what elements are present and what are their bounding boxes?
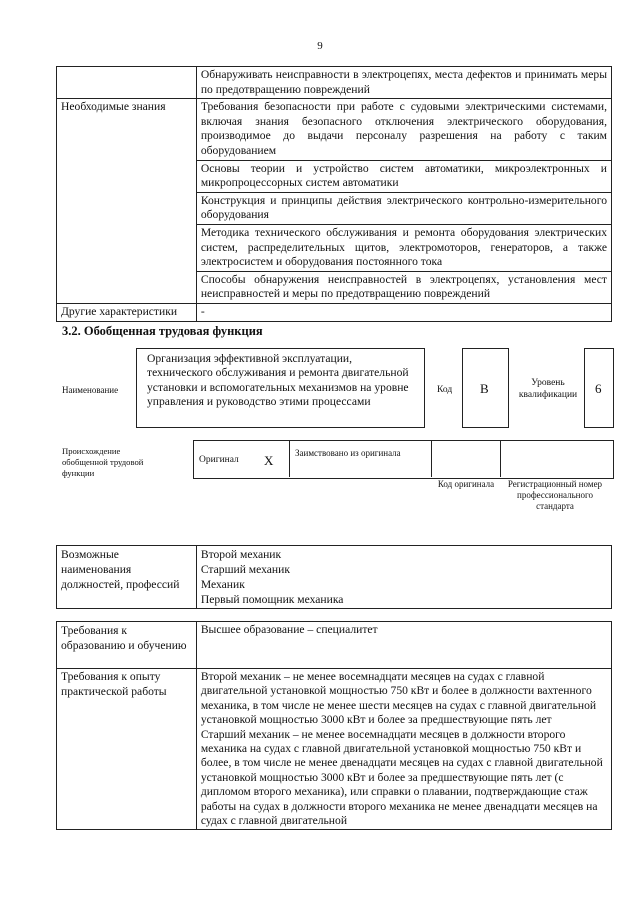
table-cell-empty — [57, 67, 197, 99]
position-item: Второй механик — [200, 548, 282, 561]
other-label: Другие характеристики — [57, 303, 197, 321]
name-box — [136, 348, 425, 428]
reg-number-label: Регистрационный номер профессионального стандарта — [507, 479, 603, 511]
education-label: Требования к образованию и обучению — [57, 622, 197, 669]
origin-label: Происхождение обобщенной трудовой функции — [62, 446, 144, 478]
level-label: Уровень квалификации — [518, 378, 578, 400]
experience-value — [196, 669, 611, 830]
knowledge-item: Конструкция и принципы действия электрического контрольно-измерительного оборудования — [196, 192, 611, 224]
level-value: 6 — [595, 381, 602, 396]
knowledge-item: Методика технического обслуживания и ремонта оборудования электрических систем, распределительных щитов, электромоторов, генераторов, а также электросистем и оборудования постоянного тока — [196, 224, 611, 271]
positions-table — [56, 545, 612, 609]
knowledge-label: Необходимые знания — [57, 99, 197, 304]
code-label: Код — [437, 385, 453, 395]
knowledge-item: Способы обнаружения неисправностей в электроцепях, установления мест неисправностей и меры по предотвращению повреждений — [196, 271, 611, 303]
page-number: 9 — [317, 40, 323, 52]
positions-list — [196, 546, 611, 609]
other-value: - — [196, 303, 611, 321]
borrowed-label: Заимствовано из оригинала — [295, 448, 401, 458]
knowledge-table — [56, 66, 612, 322]
origin-box — [193, 440, 614, 479]
name-label: Наименование — [62, 385, 119, 395]
experience-label: Требования к опыту практической работы — [57, 669, 197, 830]
requirements-table — [56, 621, 612, 830]
position-item: Старший механик — [200, 563, 290, 576]
code-value: B — [480, 381, 489, 396]
code-original-label: Код оригинала — [437, 479, 495, 489]
knowledge-item: Требования безопасности при работе с судовыми электрическими системами, включая знания безопасного отключения электрического оборудования, производимое до выдачи персоналу разрешения на работу с таким оборудованием — [196, 99, 611, 160]
education-value: Высшее образование – специалитет — [196, 622, 611, 669]
knowledge-item: Основы теории и устройство систем автоматики, микроэлектронных и микропроцессорных систем автоматики — [196, 160, 611, 192]
experience-paragraph: Второй механик – не менее восемнадцати месяцев на судах с главной двигательной установкой мощностью 750 кВт и более в должности вахтенного механика, в том числе не менее шести месяцев на судах с главной двигательной установкой мощностью 3000 кВт и более за предшествующие пять лет — [200, 670, 597, 727]
original-mark: X — [264, 453, 274, 468]
function-name: Организация эффективной эксплуатации, технического обслуживания и ремонта двигательной установки и вспомогательных механизмов на уровне управления и руководство этими процессами — [147, 352, 409, 409]
position-item: Первый помощник механика — [200, 593, 344, 606]
code-box — [462, 348, 509, 428]
original-label: Оригинал — [199, 455, 239, 465]
level-box — [584, 348, 614, 428]
position-item: Механик — [200, 578, 245, 591]
experience-paragraph: Старший механик – не менее восемнадцати месяцев в должности второго механика на судах с главной двигательной установкой мощностью 750 кВт и более, в том числе не менее двенадцати месяцев на судах с главной двигательной установкой мощностью 3000 кВт и более за предшествующие пять лет (с дипломом второго механика), или справки о плавании, подтверждающие стаж работы на судах в должности второго механика не менее двенадцати месяцев на судах с главной двигательной — [200, 727, 603, 828]
section-heading: 3.2. Обобщенная трудовая функция — [62, 324, 263, 338]
skill-cell: Обнаруживать неисправности в электроцепях, места дефектов и принимать меры по предотвращению повреждений — [196, 67, 611, 99]
positions-label: Возможные наименования должностей, профессий — [57, 546, 197, 609]
